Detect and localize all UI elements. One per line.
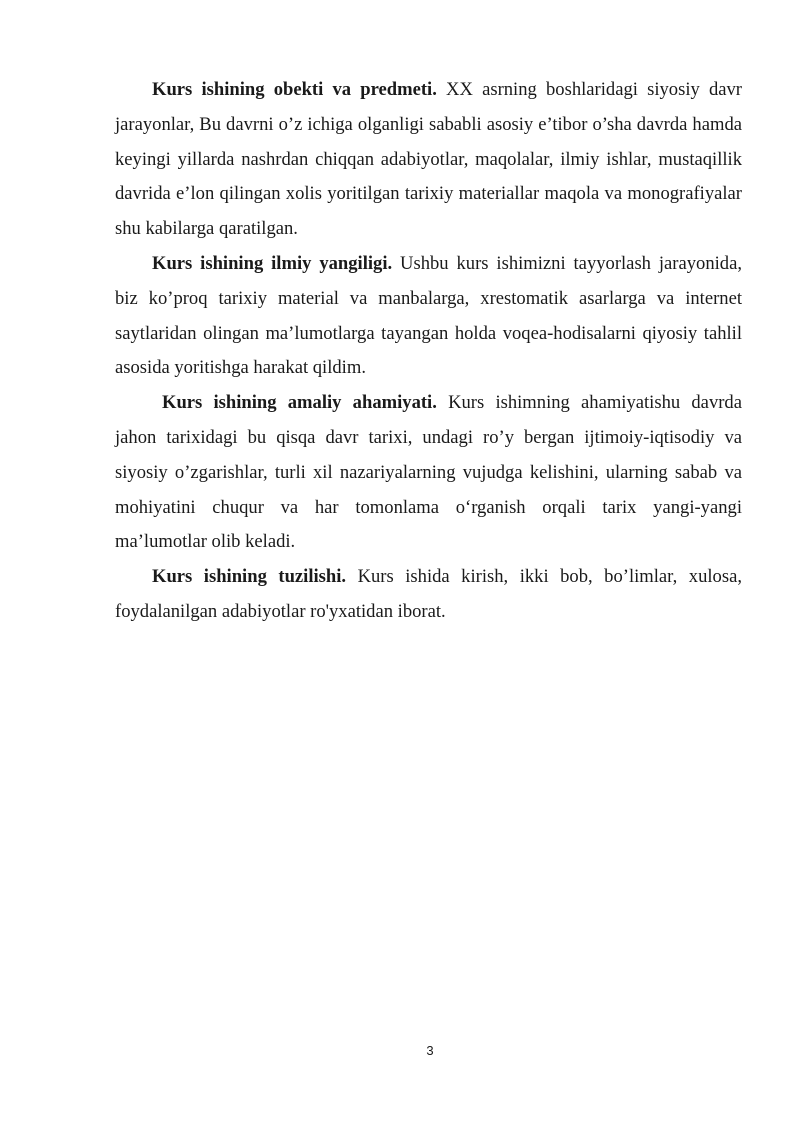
paragraph-structure: [115, 560, 742, 630]
paragraph-heading: Kurs ishining obekti va predmeti.: [152, 79, 437, 100]
paragraph-text: Ushbu kurs ishimizni tayyorlash jarayonida, biz ko’proq tarixiy material va manbalarga, xrestomatik asarlarga va internet saytlaridan olingan ma’lumotlarga tayangan holda voqea-hodisalarni qiyosiy tahlil asosida yoritishga harakat qildim.: [115, 252, 742, 379]
paragraph-text: Kurs ishida kirish, ikki bob, bo’limlar, xulosa, foydalanilgan adabiyotlar ro'yxatidan iborat.: [115, 566, 742, 622]
paragraph-heading: Kurs ishining tuzilishi.: [152, 566, 347, 588]
paragraph-heading: Kurs ishining ilmiy yangiligi.: [152, 252, 393, 274]
paragraph-text: Kurs ishimning ahamiyatishu davrda jahon tarixidagi bu qisqa davr tarixi, undagi ro’y bergan ijtimoiy-iqtisodiy va siyosiy o’zgarishlar, turli xil nazariyalarning vujudga kelishini, ularning sabab va mohiyatini chuqur va har tomonlama o‘rganish orqali tarix yangi-yangi ma’lumotlar olib keladi.: [115, 392, 742, 553]
paragraph-text: XX asrning boshlaridagi siyosiy davr jarayonlar, Bu davrni o’z ichiga olganligi sababli asosiy e’tibor o’sha davrda hamda keyingi yillarda nashrdan chiqqan adabiyotlar, maqolalar, ilmiy ishlar, mustaqillik davrida e’lon qilingan xolis yoritilgan tarixiy materiallar maqola va monografiyalar shu kabilarga qaratilgan.: [115, 79, 742, 240]
paragraph-practical-importance: [115, 386, 742, 560]
paragraph-heading: Kurs ishining amaliy ahamiyati.: [162, 392, 437, 414]
page-number: 3: [426, 1043, 434, 1058]
paragraph-object-subject: [115, 73, 742, 247]
document-body: [115, 73, 742, 630]
paragraph-scientific-novelty: [115, 247, 742, 386]
